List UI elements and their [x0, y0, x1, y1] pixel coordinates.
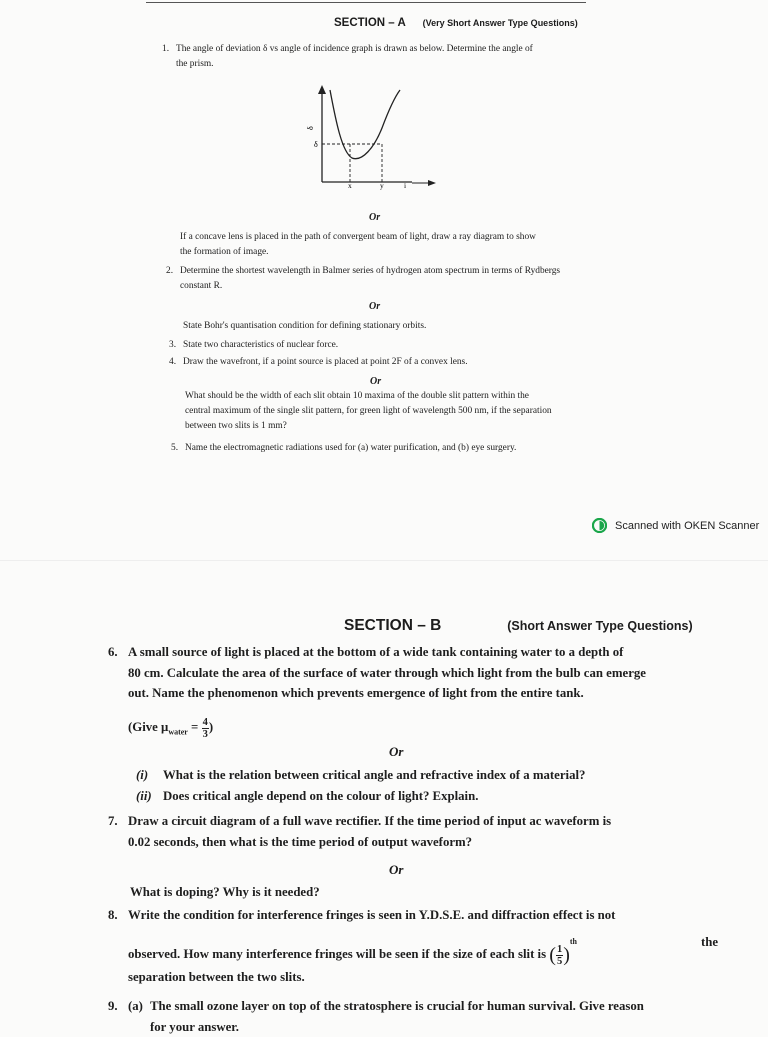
x-tick-label: x: [348, 181, 352, 190]
question-8-line2: observed. How many interference fringes will be seen if the size of each slit is ( $\frac{1}{5}$ )$^{th}$ the separation between the two slits.: [128, 935, 718, 984]
question-text: The small ozone layer on top of the stratosphere is crucial for human survival. Give reason: [150, 999, 644, 1013]
fraction: $\frac{1}{5}$: [556, 943, 563, 967]
or-label: Or: [370, 376, 382, 387]
question-text: Draw the wavefront, if a point source is placed at point 2F of a convex lens.: [183, 357, 468, 367]
question-number: 5.: [171, 443, 179, 453]
section-a-subtitle: (Very Short Answer Type Questions): [422, 18, 578, 28]
section-b-title: SECTION – B: [344, 617, 442, 634]
section-b-header: [344, 617, 693, 635]
alternative-question: If a concave lens is placed in the path of convergent beam of light, draw a ray diagram to show the formation of image.: [180, 232, 536, 257]
section-a-header: [334, 17, 578, 29]
question-text: Determine the shortest wavelength in Balmer series of hydrogen atom spectrum in terms of Rydbergs: [180, 266, 561, 276]
question-4: [169, 355, 468, 370]
question-number: 2.: [166, 266, 174, 276]
i-arrow-head: [428, 180, 436, 186]
question-text: State two characteristics of nuclear force.: [183, 340, 339, 350]
question-text: Draw a circuit diagram of a full wave rectifier. If the time period of input ac waveform is: [128, 814, 612, 828]
alternative-question: (i) What is the relation between critical angle and refractive index of a material? (ii) Does critical angle depend on the colour of light? Explain.: [136, 768, 586, 803]
section-a-title: SECTION – A: [334, 17, 406, 29]
y-mark-label: δ: [314, 140, 318, 149]
or-label: Or: [369, 212, 381, 223]
alternative-question: State Bohr's quantisation condition for defining stationary orbits.: [183, 321, 427, 331]
question-6-given: (Give $\mu_{water}$ = $\frac{4}{3}$ ): [128, 716, 214, 740]
or-label: Or: [389, 744, 404, 759]
question-text: 80 cm. Calculate the area of the surface of water through which light from the bulb can emerge: [128, 665, 646, 680]
scanner-watermark: [592, 518, 759, 533]
question-text: for your answer.: [150, 1019, 239, 1034]
alternative-question: What should be the width of each slit obtain 10 maxima of the double slit pattern within the central maximum of the single slit pattern, for green light of wavelength 500 nm, if the separation between two slits is 1 mm?: [185, 391, 552, 431]
question-text: the prism.: [176, 59, 214, 69]
question-number: 6.: [108, 645, 118, 659]
question-text: The angle of deviation δ vs angle of incidence graph is drawn as below. Determine the angle of: [176, 44, 533, 54]
question-7: [108, 811, 611, 852]
deviation-curve: [330, 90, 400, 159]
question-text: A small source of light is placed at the bottom of a wide tank containing water to a depth of: [128, 645, 624, 659]
question-number: 8.: [108, 908, 118, 922]
scanner-label: Scanned with OKEN Scanner: [615, 519, 760, 532]
question-text: Name the electromagnetic radiations used for (a) water purification, and (b) eye surgery.: [185, 443, 517, 453]
question-number: 1.: [162, 44, 170, 54]
question-5: [171, 441, 516, 456]
question-text: Write the condition for interference fringes is seen in Y.D.S.E. and diffraction effect is not: [128, 908, 616, 922]
scanner-logo-icon: [592, 518, 607, 533]
question-3: [169, 338, 338, 353]
question-number: 3.: [169, 340, 177, 350]
or-label: Or: [389, 862, 404, 877]
section-b-subtitle: (Short Answer Type Questions): [507, 619, 693, 633]
y-axis-arrow: [318, 85, 326, 94]
question-number: 4.: [169, 357, 177, 367]
question-number: 9.: [108, 999, 118, 1013]
or-label: Or: [369, 301, 381, 312]
question-9: 9. (a) The small ozone layer on top of the stratosphere is crucial for human survival. Give reason for your answer.: [108, 996, 644, 1037]
x-tick-label: y: [380, 181, 384, 190]
deviation-graph: [300, 82, 446, 192]
question-text: out. Name the phenomenon which prevents emergence of light from the entire tank.: [128, 686, 584, 700]
alternative-question: What is doping? Why is it needed?: [130, 885, 320, 899]
question-6: [108, 642, 646, 704]
x-axis-label: i: [404, 181, 407, 190]
question-text: 0.02 seconds, then what is the time period of output waveform?: [128, 834, 473, 849]
question-1: [162, 42, 533, 72]
top-rule: [146, 2, 586, 3]
fraction: $\frac{4}{3}$: [202, 716, 208, 740]
question-number: 7.: [108, 814, 118, 828]
question-8: [108, 905, 615, 926]
question-text: constant R.: [180, 281, 223, 291]
question-2: [166, 264, 560, 294]
y-axis-label: δ: [306, 126, 315, 130]
page-break: [0, 560, 768, 561]
